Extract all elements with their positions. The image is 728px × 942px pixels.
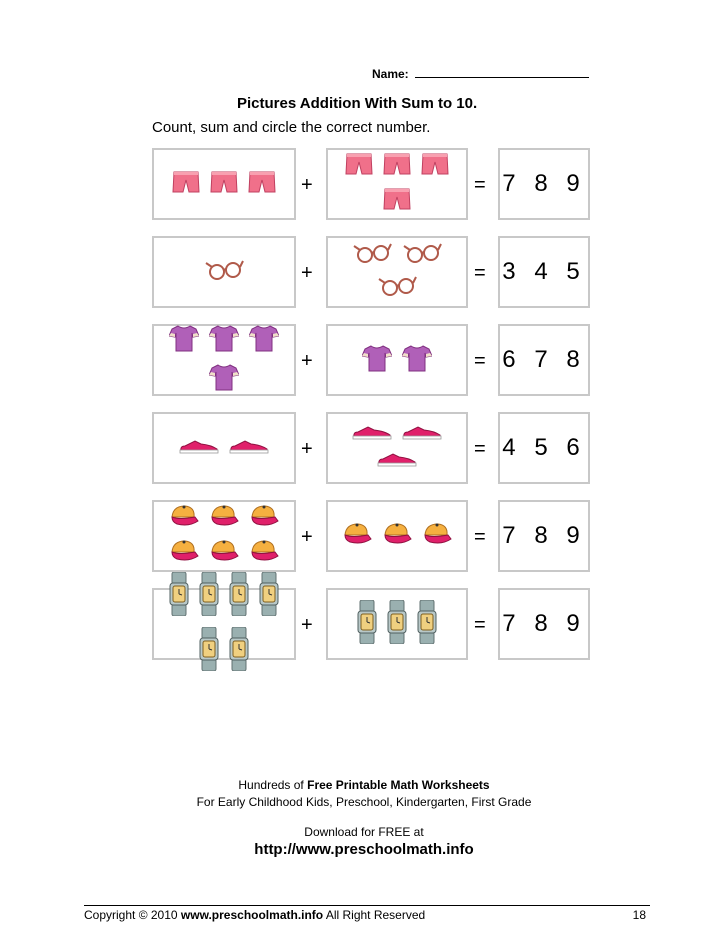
- footer-line-1: [0, 778, 728, 792]
- cap-icon: [169, 539, 199, 568]
- watch-icon: [229, 627, 249, 676]
- plus-sign: +: [301, 350, 313, 372]
- cap-icon: [209, 504, 239, 533]
- tshirt-icon: [362, 344, 392, 377]
- glasses-icon: [204, 259, 244, 286]
- picture-group: [328, 326, 466, 394]
- cap-icon: [342, 522, 372, 551]
- right-picture-box: [326, 500, 468, 572]
- shorts-icon: [345, 152, 373, 181]
- equals-sign: =: [474, 526, 486, 548]
- shorts-icon: [421, 152, 449, 181]
- left-picture-box: [152, 412, 296, 484]
- picture-group: [328, 150, 466, 218]
- footer-divider: [84, 905, 650, 906]
- left-picture-box: [152, 236, 296, 308]
- page-number: 18: [632, 908, 646, 922]
- picture-group: [328, 414, 466, 482]
- equals-sign: =: [474, 350, 486, 372]
- answer-choices[interactable]: 7 8 9: [498, 588, 590, 660]
- cap-icon: [249, 539, 279, 568]
- shorts-icon: [248, 170, 276, 199]
- answer-choices[interactable]: 3 4 5: [498, 236, 590, 308]
- answer-choices[interactable]: 7 8 9: [498, 500, 590, 572]
- name-line-rule: [415, 66, 589, 78]
- name-label: Name:: [372, 67, 409, 81]
- watch-icon: [199, 627, 219, 676]
- answer-choices[interactable]: 7 8 9: [498, 148, 590, 220]
- equals-sign: =: [474, 614, 486, 636]
- sneaker-icon: [402, 424, 442, 445]
- right-picture-box: [326, 412, 468, 484]
- watch-icon: [199, 572, 219, 621]
- watch-icon: [417, 600, 437, 649]
- shorts-icon: [210, 170, 238, 199]
- instruction-text: Count, sum and circle the correct number.: [152, 119, 431, 136]
- shorts-icon: [383, 187, 411, 216]
- cap-icon: [169, 504, 199, 533]
- footer-line-1-bold: Free Printable Math Worksheets: [307, 778, 490, 792]
- left-picture-box: [152, 500, 296, 572]
- tshirt-icon: [169, 324, 199, 357]
- right-picture-box: [326, 324, 468, 396]
- plus-sign: +: [301, 262, 313, 284]
- left-picture-box: [152, 588, 296, 660]
- picture-group: [154, 326, 294, 394]
- glasses-icon: [352, 242, 392, 269]
- picture-group: [154, 502, 294, 570]
- right-picture-box: [326, 588, 468, 660]
- right-picture-box: [326, 236, 468, 308]
- worksheet-title: Pictures Addition With Sum to 10.: [237, 95, 478, 112]
- cap-icon: [249, 504, 279, 533]
- footer-line-2: For Early Childhood Kids, Preschool, Kindergarten, First Grade: [196, 795, 532, 809]
- footer-line-3: Download for FREE at: [304, 825, 424, 839]
- sneaker-icon: [229, 438, 269, 459]
- cap-icon: [382, 522, 412, 551]
- left-picture-box: [152, 148, 296, 220]
- sneaker-icon: [377, 451, 417, 472]
- equals-sign: =: [474, 174, 486, 196]
- answer-choices[interactable]: 4 5 6: [498, 412, 590, 484]
- picture-group: [154, 590, 294, 658]
- picture-group: [154, 238, 294, 306]
- glasses-icon: [402, 242, 442, 269]
- footer-url[interactable]: http://www.preschoolmath.info: [254, 841, 474, 858]
- tshirt-icon: [402, 344, 432, 377]
- copyright: [84, 908, 425, 922]
- shorts-icon: [172, 170, 200, 199]
- plus-sign: +: [301, 438, 313, 460]
- tshirt-icon: [209, 363, 239, 396]
- sneaker-icon: [179, 438, 219, 459]
- footer-line-1-prefix: Hundreds of: [238, 778, 308, 792]
- left-picture-box: [152, 324, 296, 396]
- watch-icon: [169, 572, 189, 621]
- copyright-site: www.preschoolmath.info: [180, 908, 324, 922]
- sneaker-icon: [352, 424, 392, 445]
- plus-sign: +: [301, 614, 313, 636]
- watch-icon: [387, 600, 407, 649]
- answer-choices[interactable]: 6 7 8: [498, 324, 590, 396]
- cap-icon: [422, 522, 452, 551]
- picture-group: [154, 414, 294, 482]
- tshirt-icon: [209, 324, 239, 357]
- plus-sign: +: [301, 526, 313, 548]
- cap-icon: [209, 539, 239, 568]
- right-picture-box: [326, 148, 468, 220]
- watch-icon: [259, 572, 279, 621]
- equals-sign: =: [474, 262, 486, 284]
- picture-group: [154, 150, 294, 218]
- picture-group: [328, 502, 466, 570]
- glasses-icon: [377, 275, 417, 302]
- picture-group: [328, 590, 466, 658]
- copyright-suffix: All Right Reserved: [323, 908, 426, 922]
- watch-icon: [229, 572, 249, 621]
- picture-group: [328, 238, 466, 306]
- plus-sign: +: [301, 174, 313, 196]
- watch-icon: [357, 600, 377, 649]
- shorts-icon: [383, 152, 411, 181]
- tshirt-icon: [249, 324, 279, 357]
- copyright-prefix: Copyright © 2010: [84, 908, 181, 922]
- name-field: [372, 66, 589, 81]
- equals-sign: =: [474, 438, 486, 460]
